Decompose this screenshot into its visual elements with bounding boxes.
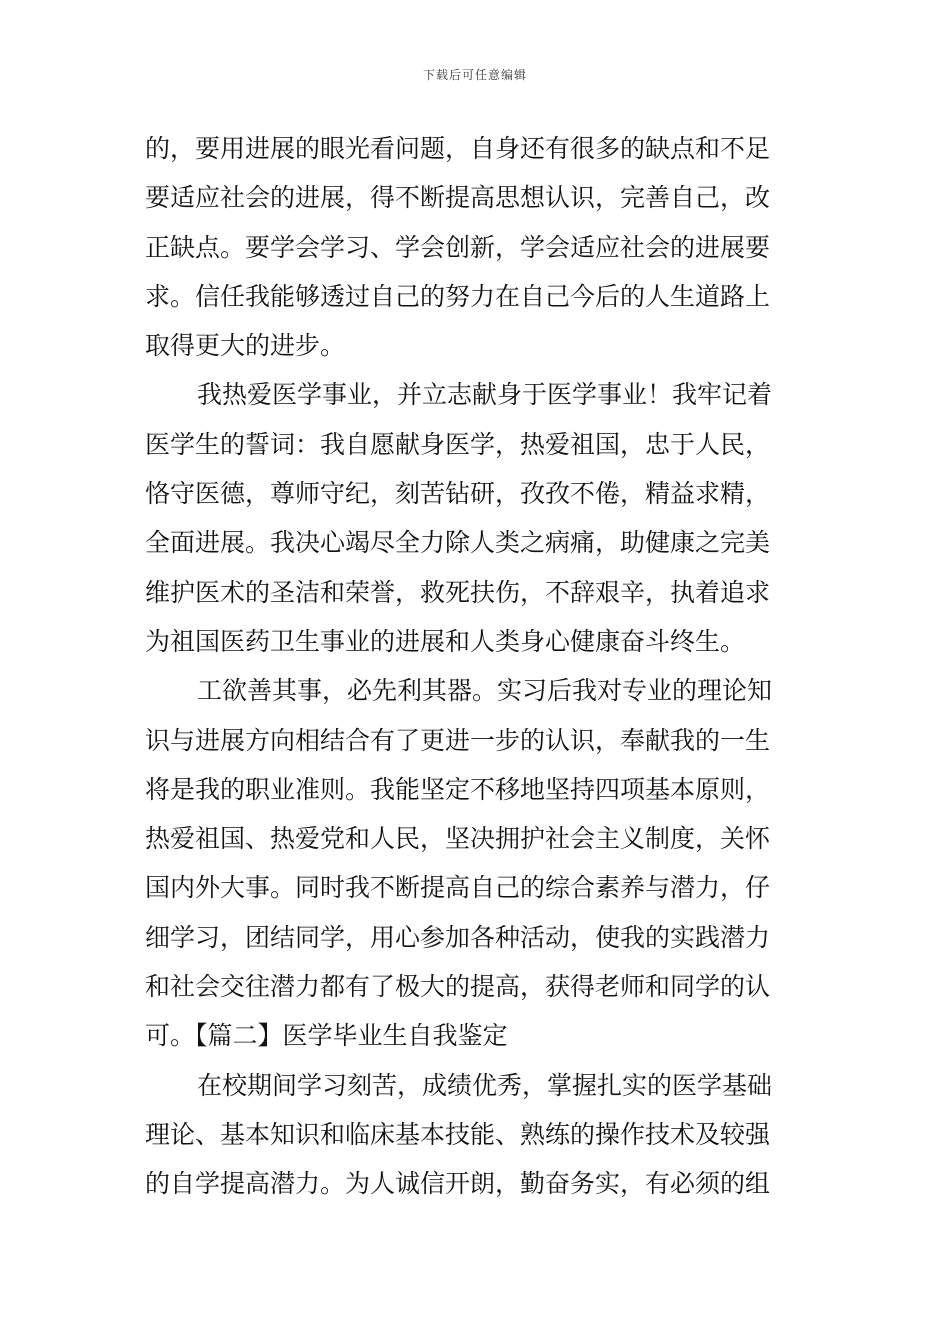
- text-line: 国内外大事。同时我不断提高自己的综合素养与潜力，仔: [145, 873, 771, 903]
- text-line: 取得更大的进步。: [145, 331, 346, 361]
- text-line: 和社会交往潜力都有了极大的提高，获得老师和同学的认: [145, 972, 771, 1002]
- text-line: 细学习，团结同学，用心参加各种活动，使我的实践潜力: [145, 922, 771, 952]
- text-line: 识与进展方向相结合有了更进一步的认识，奉献我的一生: [145, 725, 771, 755]
- text-line: 要适应社会的进展，得不断提高思想认识，完善自己，改: [145, 183, 771, 213]
- text-line: 理论、基本知识和临床基本技能、熟练的操作技术及较强: [145, 1119, 771, 1149]
- text-line: 的自学提高潜力。为人诚信开朗，勤奋务实，有必须的组: [145, 1169, 771, 1199]
- text-line: 的，要用进展的眼光看问题，自身还有很多的缺点和不足: [145, 134, 771, 163]
- text-line: 求。信任我能够透过自己的努力在自己今后的人生道路上: [145, 281, 771, 311]
- text-line: 在校期间学习刻苦，成绩优秀，掌握扎实的医学基础: [197, 1070, 773, 1100]
- text-line: 医学生的誓词：我自愿献身医学，热爱祖国，忠于人民，: [145, 429, 771, 459]
- text-line: 工欲善其事，必先利其器。实习后我对专业的理论知: [197, 676, 773, 706]
- text-line: 可。【篇二】医学毕业生自我鉴定: [145, 1021, 508, 1051]
- text-line: 为祖国医药卫生事业的进展和人类身心健康奋斗终生。: [145, 626, 746, 656]
- page-header: 下载后可任意编辑: [422, 68, 527, 82]
- text-line: 维护医术的圣洁和荣誉，救死扶伤，不辞艰辛，执着追求: [145, 577, 771, 607]
- text-line: 热爱祖国、热爱党和人民，坚决拥护社会主义制度，关怀: [145, 824, 771, 854]
- text-line: 正缺点。要学会学习、学会创新，学会适应社会的进展要: [145, 232, 771, 262]
- document-body: [145, 124, 810, 1209]
- text-line: 将是我的职业准则。我能坚定不移地坚持四项基本原则，: [145, 774, 771, 804]
- text-line: 恪守医德，尊师守纪，刻苦钻研，孜孜不倦，精益求精，: [145, 479, 771, 509]
- text-line: 我热爱医学事业，并立志献身于医学事业！我牢记着: [197, 380, 773, 410]
- text-line: 全面进展。我决心竭尽全力除人类之病痛，助健康之完美: [145, 528, 771, 558]
